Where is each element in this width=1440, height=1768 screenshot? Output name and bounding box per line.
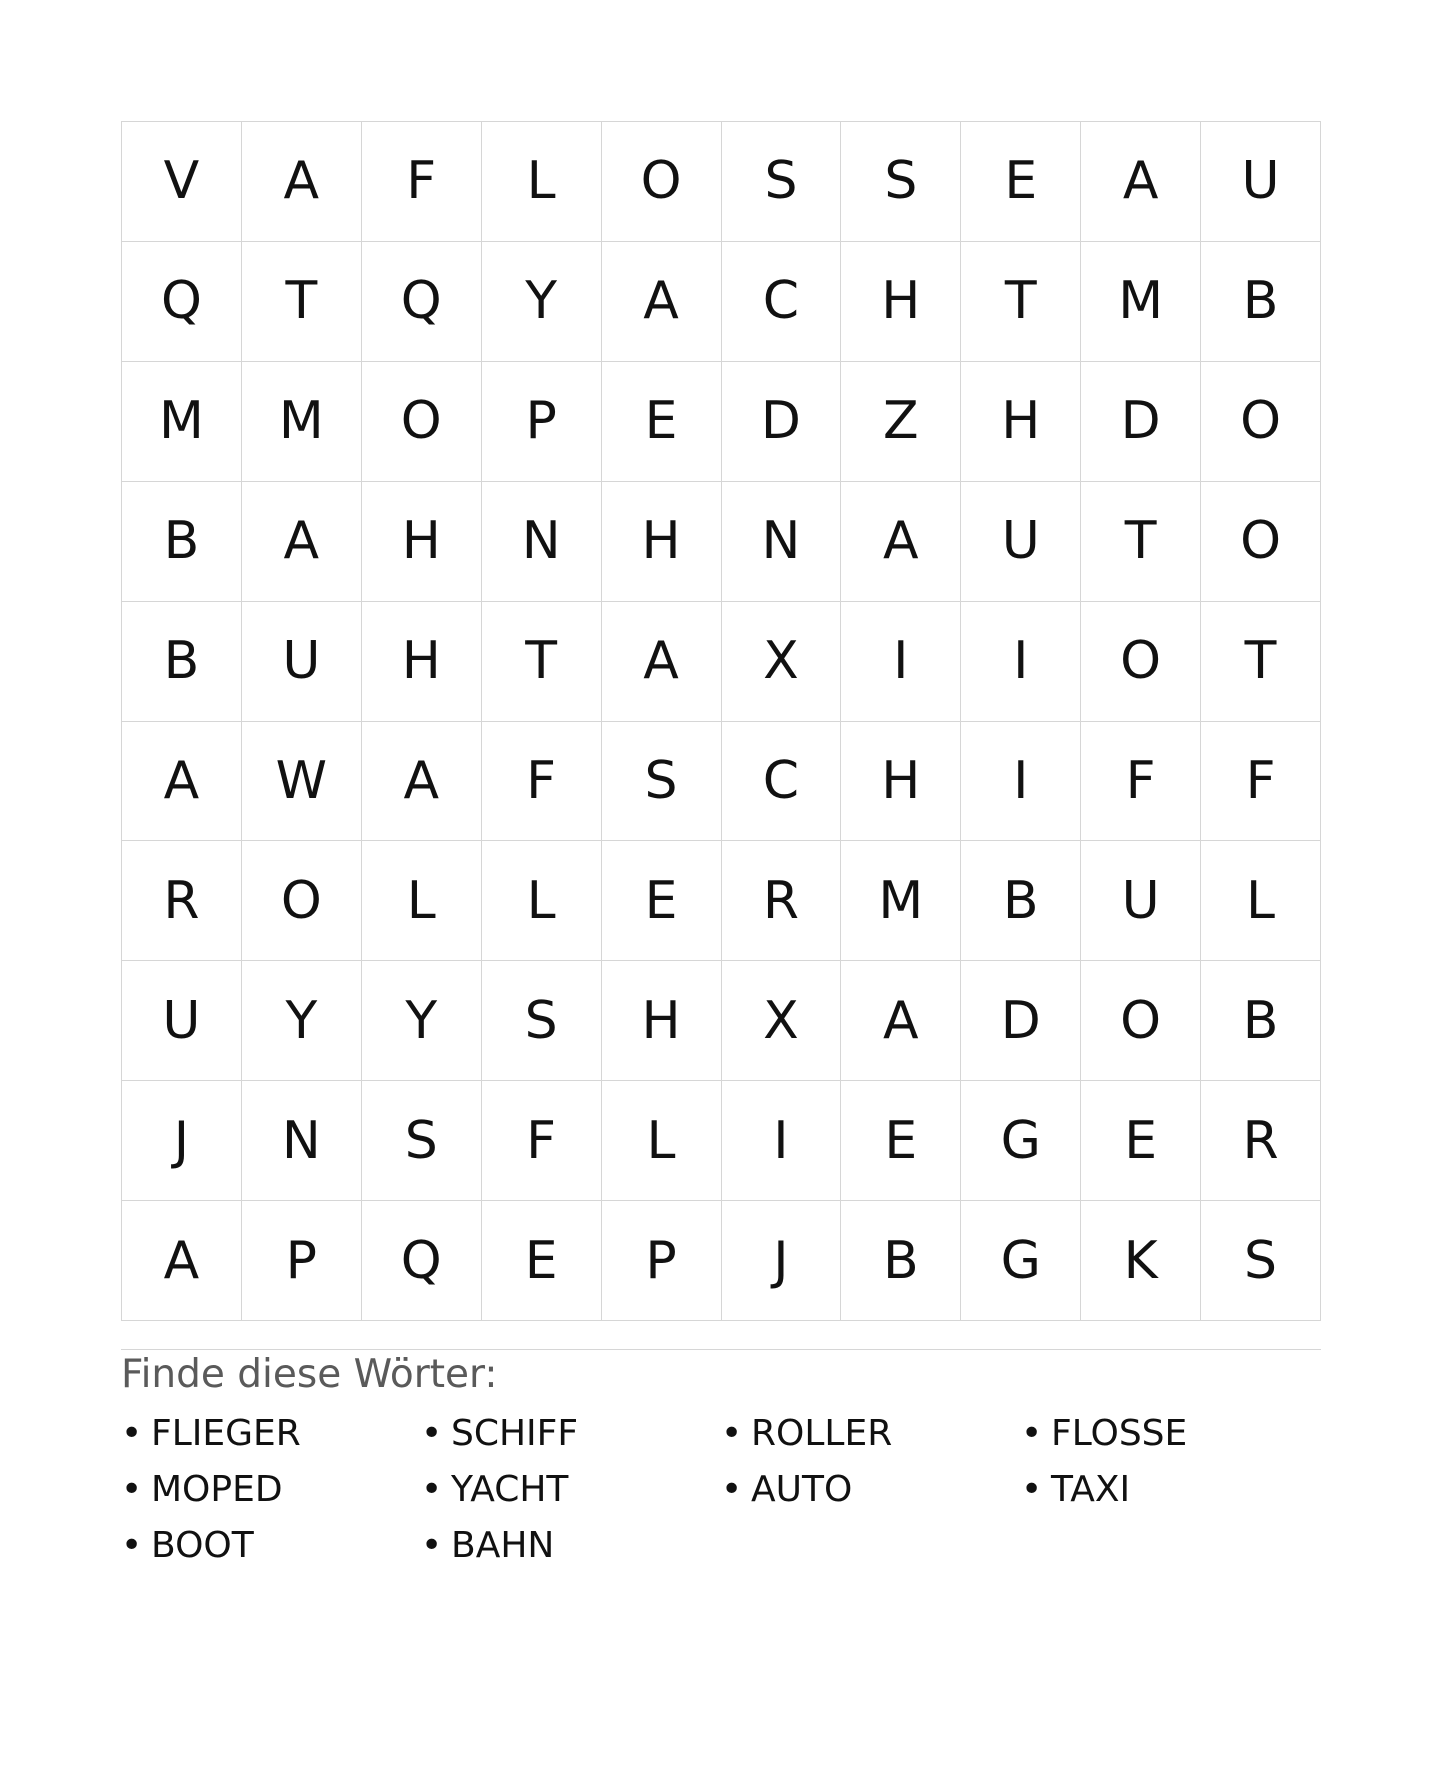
grid-cell[interactable]: R <box>722 841 842 961</box>
grid-cell[interactable]: O <box>1201 482 1321 602</box>
word-label: SCHIFF <box>451 1413 579 1454</box>
grid-cell[interactable]: F <box>362 122 482 242</box>
grid-cell[interactable]: L <box>362 841 482 961</box>
grid-cell[interactable]: I <box>722 1081 842 1201</box>
grid-cell[interactable]: A <box>362 722 482 842</box>
grid-cell[interactable]: X <box>722 961 842 1081</box>
grid-cell[interactable]: F <box>1081 722 1201 842</box>
grid-cell[interactable]: S <box>722 122 842 242</box>
word-label: FLIEGER <box>151 1413 301 1454</box>
grid-cell[interactable]: I <box>961 602 1081 722</box>
grid-cell[interactable]: B <box>1201 242 1321 362</box>
grid-cell[interactable]: U <box>1201 122 1321 242</box>
grid-cell[interactable]: U <box>122 961 242 1081</box>
grid-cell[interactable]: O <box>1081 961 1201 1081</box>
grid-cell[interactable]: S <box>602 722 722 842</box>
word-label: ROLLER <box>751 1413 893 1454</box>
grid-cell[interactable]: F <box>1201 722 1321 842</box>
grid-cell[interactable]: N <box>242 1081 362 1201</box>
grid-cell[interactable]: I <box>961 722 1081 842</box>
word-list-item <box>721 1468 1021 1524</box>
grid-cell[interactable]: L <box>602 1081 722 1201</box>
grid-cell[interactable]: T <box>242 242 362 362</box>
grid-cell[interactable]: Y <box>362 961 482 1081</box>
word-list-item <box>121 1468 421 1524</box>
bullet-icon: • <box>1021 1469 1043 1510</box>
grid-cell[interactable]: F <box>482 1081 602 1201</box>
grid-cell[interactable]: E <box>482 1201 602 1321</box>
grid-cell[interactable]: D <box>722 362 842 482</box>
grid-cell[interactable]: E <box>841 1081 961 1201</box>
grid-cell[interactable]: O <box>602 122 722 242</box>
grid-cell[interactable]: L <box>482 841 602 961</box>
word-list-item <box>1021 1412 1321 1468</box>
bullet-icon: • <box>421 1469 443 1510</box>
grid-cell[interactable]: G <box>961 1081 1081 1201</box>
grid-cell[interactable]: B <box>122 482 242 602</box>
grid-cell[interactable]: H <box>602 482 722 602</box>
grid-cell[interactable]: V <box>122 122 242 242</box>
word-list-item <box>121 1524 421 1580</box>
grid-cell[interactable]: O <box>1201 362 1321 482</box>
grid-cell[interactable]: R <box>1201 1081 1321 1201</box>
grid-cell[interactable]: E <box>602 841 722 961</box>
grid-cell[interactable]: B <box>961 841 1081 961</box>
word-list-item <box>1021 1468 1321 1524</box>
grid-cell[interactable]: B <box>1201 961 1321 1081</box>
grid-cell[interactable]: U <box>961 482 1081 602</box>
grid-cell[interactable]: M <box>122 362 242 482</box>
grid-cell[interactable]: M <box>1081 242 1201 362</box>
divider <box>121 1349 1321 1350</box>
grid-cell[interactable]: A <box>841 961 961 1081</box>
grid-cell[interactable]: S <box>362 1081 482 1201</box>
word-list <box>121 1412 1321 1580</box>
word-label: MOPED <box>151 1469 283 1510</box>
grid-cell[interactable]: A <box>841 482 961 602</box>
grid-cell[interactable]: U <box>1081 841 1201 961</box>
grid-cell[interactable]: Q <box>362 1201 482 1321</box>
word-label: BAHN <box>451 1525 555 1566</box>
word-list-item <box>721 1412 1021 1468</box>
word-list-item <box>421 1524 721 1580</box>
grid-cell[interactable]: N <box>722 482 842 602</box>
bullet-icon: • <box>121 1413 143 1454</box>
word-label: TAXI <box>1051 1469 1131 1510</box>
grid-cell[interactable]: T <box>1081 482 1201 602</box>
word-list-item <box>121 1412 421 1468</box>
grid-cell[interactable]: F <box>482 722 602 842</box>
grid-cell[interactable]: B <box>122 602 242 722</box>
grid-cell[interactable]: L <box>1201 841 1321 961</box>
grid-cell[interactable]: I <box>841 602 961 722</box>
grid-cell[interactable]: Y <box>482 242 602 362</box>
grid-cell[interactable]: H <box>841 242 961 362</box>
bullet-icon: • <box>721 1413 743 1454</box>
grid-cell[interactable]: Z <box>841 362 961 482</box>
grid-cell[interactable]: D <box>961 961 1081 1081</box>
grid-cell[interactable]: T <box>482 602 602 722</box>
grid-cell[interactable]: J <box>122 1081 242 1201</box>
word-search-grid <box>121 121 1321 1321</box>
grid-cell[interactable]: O <box>242 841 362 961</box>
bullet-icon: • <box>121 1525 143 1566</box>
grid-cell[interactable]: L <box>482 122 602 242</box>
grid-cell[interactable]: E <box>1081 1081 1201 1201</box>
grid-cell[interactable]: M <box>841 841 961 961</box>
grid-cell[interactable]: E <box>961 122 1081 242</box>
bullet-icon: • <box>1021 1413 1043 1454</box>
grid-cell[interactable]: K <box>1081 1201 1201 1321</box>
instruction-text: Finde diese Wörter: <box>121 1352 498 1397</box>
grid-cell[interactable]: S <box>482 961 602 1081</box>
grid-cell[interactable]: A <box>242 122 362 242</box>
grid-cell[interactable]: T <box>961 242 1081 362</box>
grid-cell[interactable]: X <box>722 602 842 722</box>
grid-cell[interactable]: H <box>362 602 482 722</box>
grid-cell[interactable]: D <box>1081 362 1201 482</box>
grid-cell[interactable]: A <box>602 602 722 722</box>
grid-cell[interactable]: H <box>362 482 482 602</box>
grid-cell[interactable]: M <box>242 362 362 482</box>
grid-cell[interactable]: S <box>841 122 961 242</box>
word-label: FLOSSE <box>1051 1413 1188 1454</box>
grid-cell[interactable]: T <box>1201 602 1321 722</box>
grid-cell[interactable]: B <box>841 1201 961 1321</box>
grid-cell[interactable]: P <box>242 1201 362 1321</box>
grid-cell[interactable]: E <box>602 362 722 482</box>
grid-cell[interactable]: O <box>1081 602 1201 722</box>
grid-cell[interactable]: A <box>122 722 242 842</box>
grid-cell[interactable]: P <box>602 1201 722 1321</box>
bullet-icon: • <box>421 1413 443 1454</box>
grid-cell[interactable]: C <box>722 722 842 842</box>
grid-cell[interactable]: A <box>122 1201 242 1321</box>
grid-cell[interactable]: Q <box>362 242 482 362</box>
grid-cell[interactable]: S <box>1201 1201 1321 1321</box>
grid-cell[interactable]: Y <box>242 961 362 1081</box>
word-label: YACHT <box>451 1469 569 1510</box>
bullet-icon: • <box>121 1469 143 1510</box>
grid-cell[interactable]: U <box>242 602 362 722</box>
bullet-icon: • <box>421 1525 443 1566</box>
grid-cell[interactable]: Q <box>122 242 242 362</box>
grid-cell[interactable]: O <box>362 362 482 482</box>
grid-cell[interactable]: H <box>841 722 961 842</box>
grid-cell[interactable]: P <box>482 362 602 482</box>
grid-cell[interactable]: H <box>961 362 1081 482</box>
grid-cell[interactable]: N <box>482 482 602 602</box>
word-list-item <box>421 1468 721 1524</box>
grid-cell[interactable]: W <box>242 722 362 842</box>
grid-cell[interactable]: A <box>1081 122 1201 242</box>
grid-cell[interactable]: G <box>961 1201 1081 1321</box>
word-label: AUTO <box>751 1469 853 1510</box>
grid-cell[interactable]: C <box>722 242 842 362</box>
word-list-item <box>421 1412 721 1468</box>
bullet-icon: • <box>721 1469 743 1510</box>
grid-cell[interactable]: J <box>722 1201 842 1321</box>
word-label: BOOT <box>151 1525 254 1566</box>
grid-cell[interactable]: R <box>122 841 242 961</box>
grid-cell[interactable]: A <box>242 482 362 602</box>
grid-cell[interactable]: A <box>602 242 722 362</box>
grid-cell[interactable]: H <box>602 961 722 1081</box>
